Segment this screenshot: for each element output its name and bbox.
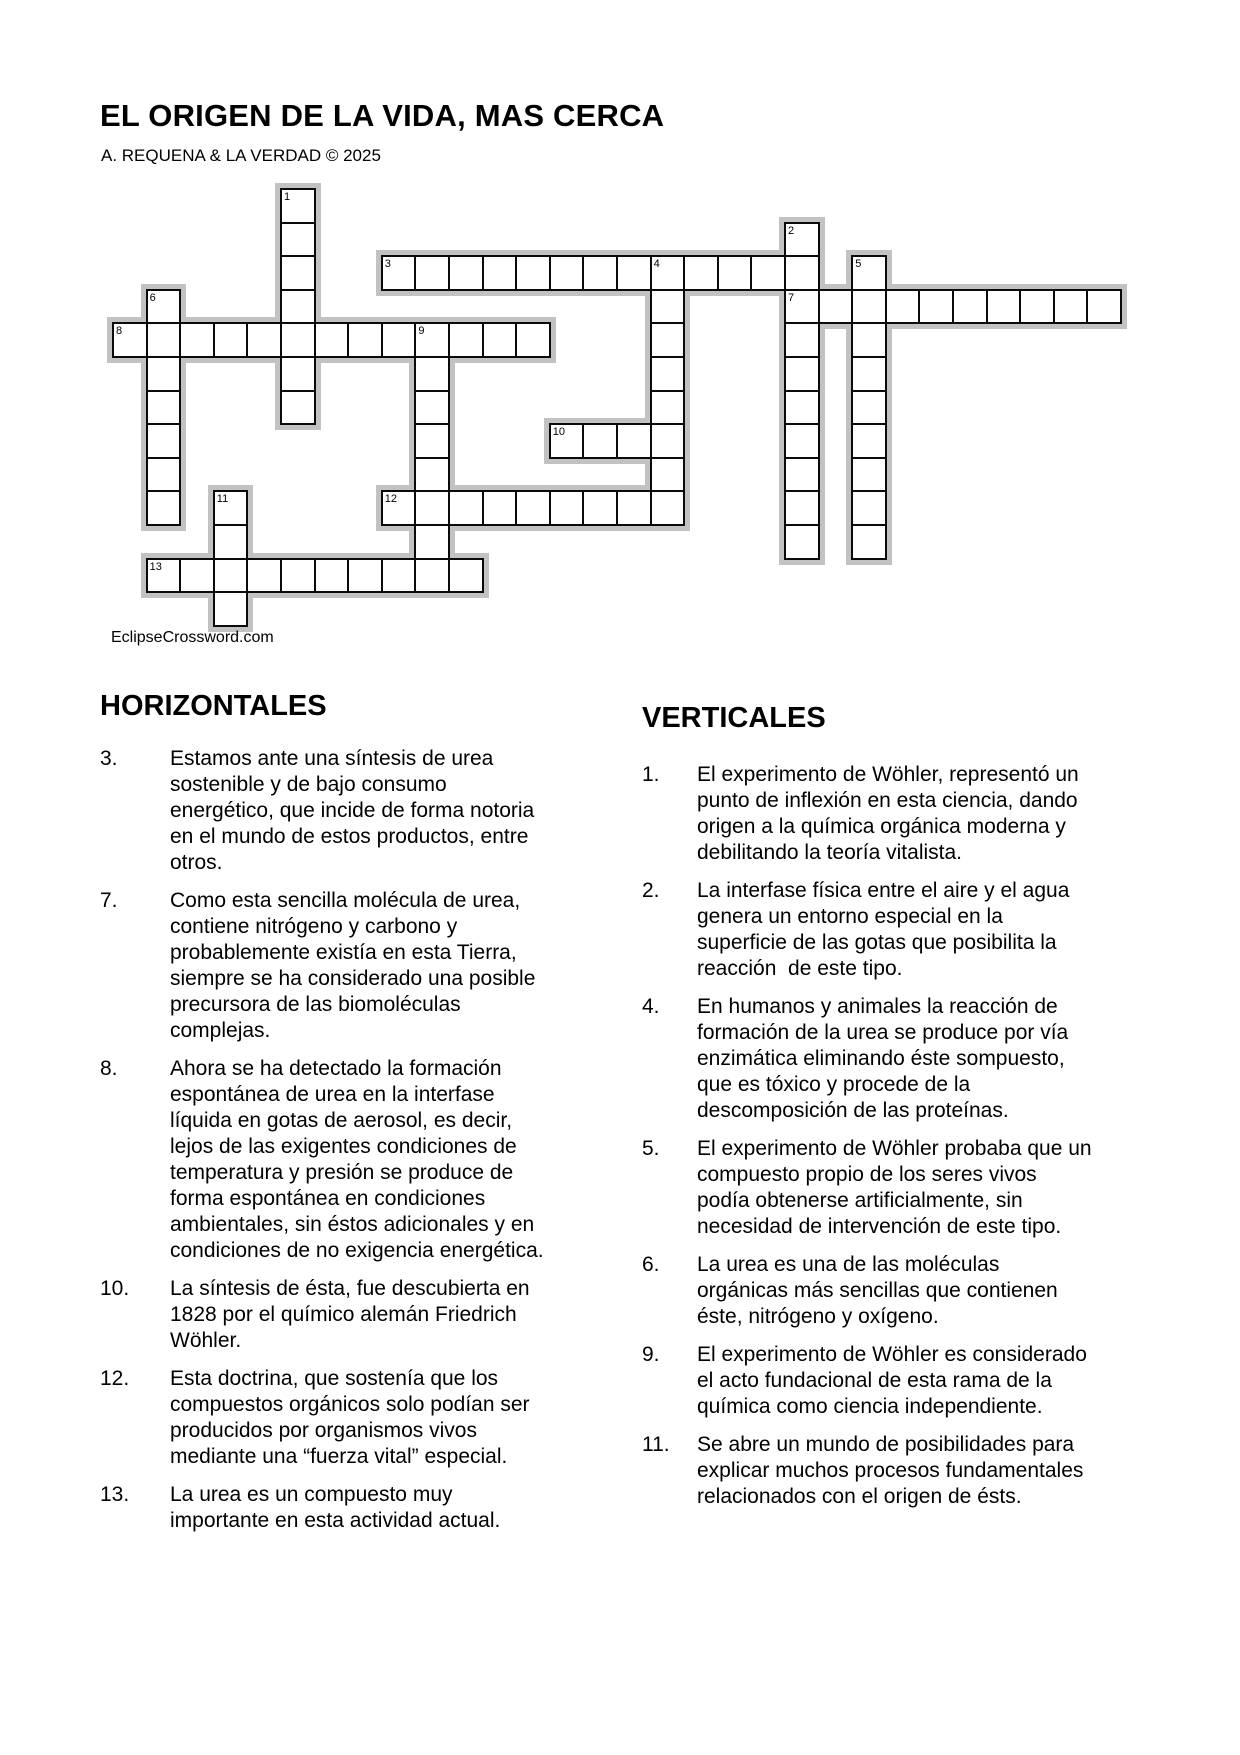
grid-cell (146, 322, 182, 358)
clue-number: 5. (642, 1137, 660, 1160)
cell-number: 3 (384, 258, 391, 271)
clue-number: 9. (642, 1343, 660, 1366)
clue (100, 1056, 570, 1264)
byline: A. REQUENA & LA VERDAD © 2025 (101, 146, 381, 165)
grid-cell (515, 255, 551, 291)
page-title: EL ORIGEN DE LA VIDA, MAS CERCA (100, 98, 665, 133)
grid-cell (582, 423, 618, 459)
grid-cell (482, 255, 518, 291)
grid-cell (414, 490, 450, 526)
cell-number: 6 (149, 291, 156, 304)
clue-text: La síntesis de ésta, fue descubierta en 1828 por el químico alemán Friedrich Wöhler. (170, 1277, 536, 1352)
clue-number: 13. (100, 1483, 130, 1506)
grid-cell (146, 390, 182, 426)
cell-number: 13 (149, 560, 162, 573)
grid-cell (414, 356, 450, 392)
grid-cell (414, 558, 450, 594)
clue-number: 2. (642, 879, 660, 902)
grid-cell (213, 558, 249, 594)
horizontales-heading: HORIZONTALES (100, 690, 327, 722)
grid-cell (717, 255, 753, 291)
grid-cell (851, 356, 887, 392)
grid-cell (582, 490, 618, 526)
grid-cell (582, 255, 618, 291)
clue-number: 3. (100, 747, 118, 770)
clue (642, 1432, 1112, 1510)
grid-cell (448, 490, 484, 526)
clue-number: 11. (642, 1433, 670, 1456)
grid-cell (851, 289, 887, 325)
clue (100, 1482, 570, 1534)
across-clues-list (100, 746, 570, 1546)
crossword-credit: EclipseCrossword.com (111, 629, 274, 646)
clue-text: La urea es una de las moléculas orgánicas más sencillas que contienen éste, nitrógeno y oxígeno. (697, 1253, 1064, 1328)
clue (642, 878, 1112, 982)
grid-cell (146, 457, 182, 493)
grid-cell (851, 490, 887, 526)
grid-cell (650, 289, 686, 325)
grid-cell (280, 222, 316, 258)
grid-cell (784, 255, 820, 291)
grid-cell (515, 322, 551, 358)
grid-cell (280, 558, 316, 594)
grid-cell (851, 457, 887, 493)
clue-number: 6. (642, 1253, 660, 1276)
clue (642, 762, 1112, 866)
clue-text: El experimento de Wöhler probaba que un compuesto propio de los seres vivos podía obtenerse artificialmente, sin necesidad de intervención de este tipo. (697, 1137, 1098, 1238)
grid-cell (885, 289, 921, 325)
clue-text: La interfase física entre el aire y el agua genera un entorno especial en la superficie de las gotas que posibilita la reacción de este tipo. (697, 879, 1076, 980)
clue (100, 1366, 570, 1470)
grid-cell (414, 457, 450, 493)
grid-cell (414, 423, 450, 459)
clue-text: Se abre un mundo de posibilidades para explicar muchos procesos fundamentales relacionados con el origen de ésts. (697, 1433, 1090, 1508)
grid-cell (179, 322, 215, 358)
cell-number: 9 (418, 325, 425, 338)
clue (100, 746, 570, 876)
grid-cell (616, 423, 652, 459)
grid-cell (952, 289, 988, 325)
clue-text: El experimento de Wöhler es considerado el acto fundacional de esta rama de la química como ciencia independiente. (697, 1343, 1093, 1418)
grid-cell (448, 255, 484, 291)
clue (642, 994, 1112, 1124)
grid-cell (179, 558, 215, 594)
grid-cell (650, 390, 686, 426)
grid-cell (381, 322, 417, 358)
grid-cell (650, 457, 686, 493)
clue-number: 10. (100, 1277, 130, 1300)
grid-cell (146, 423, 182, 459)
grid-cell (280, 255, 316, 291)
grid-cell (414, 255, 450, 291)
grid-cell (280, 289, 316, 325)
grid-cell (347, 322, 383, 358)
grid-cell (650, 490, 686, 526)
clue (642, 1136, 1112, 1240)
grid-cell (986, 289, 1022, 325)
grid-cell (246, 322, 282, 358)
clue-number: 4. (642, 995, 660, 1018)
grid-cell (414, 390, 450, 426)
grid-cell (146, 356, 182, 392)
clue (100, 1276, 570, 1354)
grid-cell (784, 457, 820, 493)
grid-cell (784, 423, 820, 459)
grid-cell (784, 490, 820, 526)
clue-text: El experimento de Wöhler, representó un punto de inflexión en esta ciencia, dando origen a la química orgánica moderna y debilitando la teoría vitalista. (697, 763, 1085, 864)
grid-cell (1053, 289, 1089, 325)
cell-number: 11 (216, 493, 229, 506)
grid-cell (650, 423, 686, 459)
grid-cell (213, 322, 249, 358)
clue-number: 12. (100, 1367, 130, 1390)
grid-cell (280, 390, 316, 426)
clue-text: Esta doctrina, que sostenía que los compuestos orgánicos solo podían ser producidos por organismos vivos mediante una “fuerza vital” especial. (170, 1367, 536, 1468)
grid-cell (314, 558, 350, 594)
grid-cell (650, 356, 686, 392)
cell-number: 10 (552, 426, 566, 439)
clue-text: Estamos ante una síntesis de urea sostenible y de bajo consumo energético, que incide de forma notoria en el mundo de estos productos, entre otros. (170, 747, 541, 874)
cell-number: 7 (788, 291, 795, 304)
grid-cell (213, 524, 249, 560)
verticales-heading: VERTICALES (642, 702, 826, 734)
grid-cell (851, 390, 887, 426)
cell-number: 4 (653, 258, 660, 271)
cell-number: 1 (284, 191, 291, 203)
cell-number: 8 (116, 325, 123, 338)
grid-cell (448, 322, 484, 358)
grid-cell (1086, 289, 1122, 325)
grid-cell (750, 255, 786, 291)
grid-cell (515, 490, 551, 526)
grid-cell (482, 322, 518, 358)
grid-cell (784, 390, 820, 426)
grid-cell (650, 322, 686, 358)
grid-cell (616, 255, 652, 291)
grid-cell (1019, 289, 1055, 325)
clue (642, 1342, 1112, 1420)
clue-number: 7. (100, 889, 118, 912)
grid-cell (918, 289, 954, 325)
clue-text: Como esta sencilla molécula de urea, contiene nitrógeno y carbono y probablemente existía en esta Tierra, siempre se ha considerado una posible precursora de las biomoléculas complejas. (170, 889, 542, 1042)
grid-cell (280, 356, 316, 392)
grid-cell (549, 490, 585, 526)
down-clues-list (642, 762, 1112, 1522)
clue (100, 888, 570, 1044)
clue-text: En humanos y animales la reacción de formación de la urea se produce por vía enzimática eliminando éste sompuesto, que es tóxico y procede de la descomposición de las proteínas. (697, 995, 1075, 1122)
clue-number: 8. (100, 1057, 118, 1080)
grid-cell (347, 558, 383, 594)
grid-cell (448, 558, 484, 594)
clue-number: 1. (642, 763, 660, 786)
grid-cell (213, 591, 249, 627)
grid-cell (818, 289, 854, 325)
clue-text: Ahora se ha detectado la formación espontánea de urea en la interfase líquida en gotas de aerosol, es decir, lejos de las exigentes condiciones de temperatura y presión se produce de forma espontánea en condiciones ambientales, sin éstos adicionales y en condiciones de no exigencia energética. (170, 1057, 544, 1262)
grid-cell (851, 423, 887, 459)
grid-cell (549, 255, 585, 291)
grid-cell (246, 558, 282, 594)
grid-cell (314, 322, 350, 358)
grid-cell (784, 322, 820, 358)
grid-cell (616, 490, 652, 526)
grid-cell (851, 322, 887, 358)
grid-cell (784, 356, 820, 392)
cell-number: 2 (788, 224, 795, 237)
clue (642, 1252, 1112, 1330)
grid-cell (414, 524, 450, 560)
grid-cell (381, 558, 417, 594)
cell-number: 12 (384, 493, 398, 506)
grid-cell (851, 524, 887, 560)
grid-cell (146, 490, 182, 526)
cell-number: 5 (855, 258, 862, 271)
grid-cell (482, 490, 518, 526)
grid-cell (683, 255, 719, 291)
grid-cell (784, 524, 820, 560)
clue-text: La urea es un compuesto muy importante en esta actividad actual. (170, 1483, 501, 1532)
grid-cell (280, 322, 316, 358)
